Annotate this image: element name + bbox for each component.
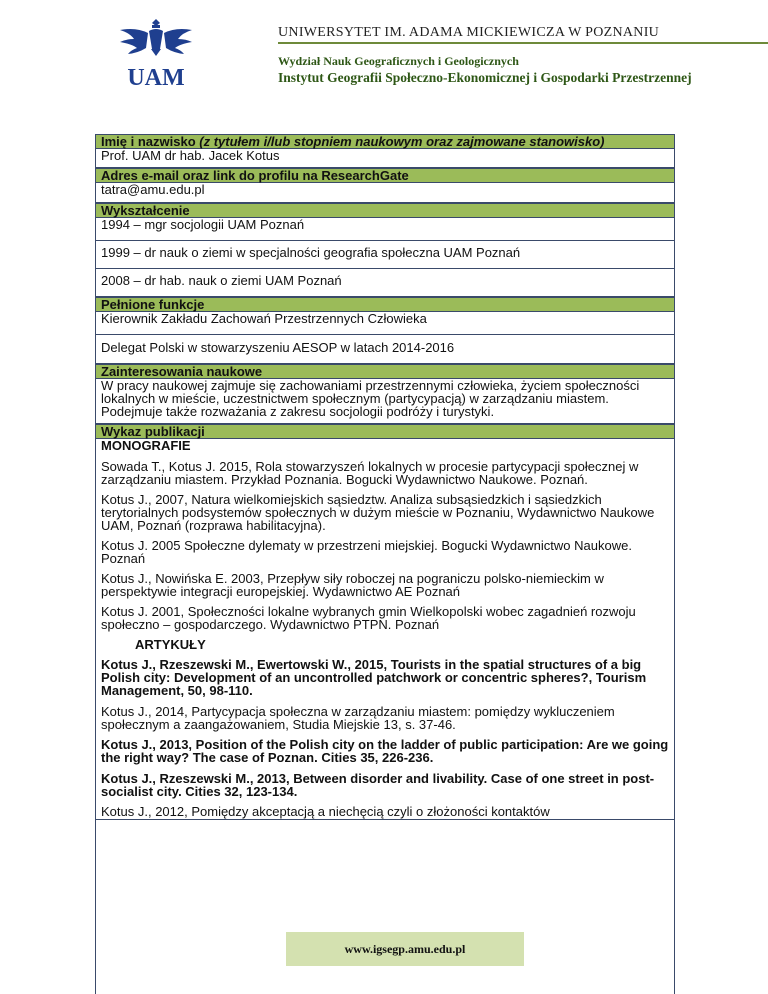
monograph-item: Kotus J., 2007, Natura wielkomiejskich sąsiedztw. Analiza subsąsiedzkich i sąsiedzkich terytorialnych podsystemów społecznych w dużym mieście w Poznaniu, Wydawnictwo Naukowe UAM, Poznań (rozprawa habilitacyjna). — [101, 492, 655, 533]
section-heading-functions: Pełnione funkcje — [96, 297, 674, 312]
university-name: UNIWERSYTET IM. ADAMA MICKIEWICZA W POZNANIU — [278, 25, 660, 40]
uam-eagle-logo — [115, 15, 197, 91]
education-item: 1994 – mgr socjologii UAM Poznań — [96, 218, 674, 241]
article-item: Kotus J., 2012, Pomiędzy akceptacją a niechęcią czyli o złożoności kontaktów — [101, 804, 550, 819]
monograph-item: Kotus J., Nowińska E. 2003, Przepływ siły roboczej na pograniczu polsko-niemieckim w perspektywie integracji europejskiej. Wydawnictwo AE Poznań — [101, 571, 604, 599]
function-item: Delegat Polski w stowarzyszeniu AESOP w latach 2014-2016 — [96, 335, 674, 364]
faculty-name: Wydział Nauk Geograficznych i Geologicznych — [278, 54, 519, 68]
footer-url[interactable]: www.igsegp.amu.edu.pl — [286, 932, 524, 966]
section-heading-email: Adres e-mail oraz link do profilu na ResearchGate — [96, 168, 674, 183]
article-item: Kotus J., Rzeszewski M., Ewertowski W., 2015, Tourists in the spatial structures of a big Polish city: Development of an uncontrolled patchwork or concentric spheres?, Tourism Management, 50, 98-110. — [101, 657, 647, 698]
article-item: Kotus J., Rzeszewski M., 2013, Between disorder and livability. Case of one street in post-socialist city. Cities 32, 123-134. — [101, 771, 655, 799]
education-item: 1999 – dr nauk o ziemi w specjalności geografia społeczna UAM Poznań — [96, 241, 674, 269]
articles-label: ARTYKUŁY — [135, 637, 206, 652]
function-item: Kierownik Zakładu Zachowań Przestrzennych Człowieka — [96, 312, 674, 335]
monograph-item: Kotus J. 2001, Społeczności lokalne wybranych gmin Wielkopolski wobec zagadnień rozwoju społeczno – gospodarczego. Wydawnictwo PTPN. Poznań — [101, 604, 636, 632]
interests-text: W pracy naukowej zajmuje się zachowaniami przestrzennymi człowieka, życiem społeczności lokalnych w mieście, uczestnictwem społecznym (partycypacją) w zarządzaniu miastem. Podejmuje także rozważania z zakresu socjologii podróży i turystyki. — [96, 379, 674, 424]
monographs-label: MONOGRAFIE — [101, 438, 191, 453]
section-heading-publications: Wykaz publikacji — [96, 424, 674, 439]
article-item: Kotus J., 2013, Position of the Polish city on the ladder of public participation: Are we going the right way? The case of Poznan. Cities 35, 226-236. — [101, 737, 669, 765]
name-heading-note: (z tytułem i/lub stopniem naukowym oraz zajmowane stanowisko) — [199, 134, 605, 149]
publications-body — [96, 439, 674, 820]
email-value[interactable]: tatra@amu.edu.pl — [96, 183, 674, 203]
education-item: 2008 – dr hab. nauk o ziemi UAM Poznań — [96, 269, 674, 297]
name-value: Prof. UAM dr hab. Jacek Kotus — [96, 149, 674, 168]
cv-table — [95, 134, 675, 994]
article-item: Kotus J., 2014, Partycypacja społeczna w zarządzaniu miastem: pomiędzy wykluczeniem społecznym a zaangażowaniem, Studia Miejskie 13, s. 37-46. — [101, 704, 615, 732]
section-heading-interests: Zainteresowania naukowe — [96, 364, 674, 379]
monograph-item: Sowada T., Kotus J. 2015, Rola stowarzyszeń lokalnych w procesie partycypacji społecznej w zarządzaniu miastem. Przykład Poznania. Bogucki Wydawnictwo Naukowe. Poznań. — [101, 459, 639, 487]
section-heading-education: Wykształcenie — [96, 203, 674, 218]
section-heading-name — [96, 135, 674, 149]
monograph-item: Kotus J. 2005 Społeczne dylematy w przestrzeni miejskiej. Bogucki Wydawnictwo Naukowe. Poznań — [101, 538, 632, 566]
logo-text: UAM — [127, 65, 185, 91]
institute-name: Instytut Geografii Społeczno-Ekonomicznej i Gospodarki Przestrzennej — [278, 70, 692, 85]
name-heading-label: Imię i nazwisko — [101, 134, 196, 149]
header-divider — [278, 42, 768, 44]
